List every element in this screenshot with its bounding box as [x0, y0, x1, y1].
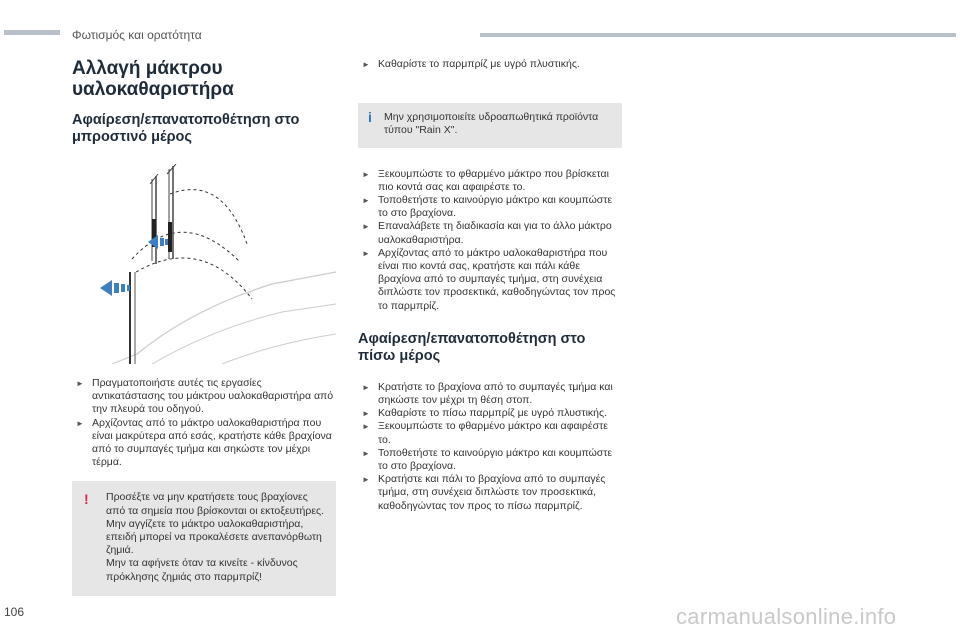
- list-item-text: Ξεκουμπώστε το φθαρμένο μάκτρο που βρίσκεται πιο κοντά σας και αφαιρέστε το.: [378, 167, 609, 193]
- page-title: Αλλαγή μάκτρου υαλοκαθαριστήρα: [72, 58, 234, 100]
- front-heading: Αφαίρεση/επανατοποθέτηση στο μπροστινό μέρος: [72, 112, 300, 145]
- list-item-text: Αρχίζοντας από το μάκτρο υαλοκαθαριστήρα που είναι μακρύτερα από εσάς, κρατήστε κάθε βραχίονα από το συμπαγές τμήμα και σηκώστε τον μέχρι τέρμα.: [92, 416, 332, 469]
- exclamation-icon: !: [84, 491, 89, 508]
- replace-bullet-list: [358, 168, 622, 313]
- arrow-bullet-icon: ►: [362, 60, 370, 69]
- arrow-bullet-icon: ►: [76, 418, 84, 428]
- list-item: [358, 473, 622, 513]
- arrow-bullet-icon: ►: [362, 448, 370, 458]
- list-item-text: Κρατήστε και πάλι το βραχίονα από το συμπαγές τμήμα, στη συνέχεια διπλώστε τον προσεκτικά, καθοδηγώντας τον προς το πίσω παρμπρίζ.: [378, 473, 606, 512]
- info-box: [358, 103, 622, 147]
- warning-line: Μην αγγίζετε το μάκτρο υαλοκαθαριστήρα, επειδή μπορεί να προκαλέσετε ανεπανόρθωτη ζημιά.: [106, 517, 322, 557]
- wiper-illustration: [72, 164, 336, 364]
- arrow-bullet-icon: ►: [362, 475, 370, 485]
- rear-heading: Αφαίρεση/επανατοποθέτηση στο πίσω μέρος: [358, 330, 586, 364]
- list-item-text: Κρατήστε το βραχίονα από το συμπαγές τμήμα και σηκώστε τον μέχρι τη θέση στοπ.: [378, 380, 613, 407]
- list-item: [358, 381, 622, 407]
- warning-line: Μην τα αφήνετε όταν τα κινείτε - κίνδυνος πρόκλησης ζημιάς στο παρμπρίζ!: [106, 557, 298, 583]
- arrow-bullet-icon: ►: [362, 222, 370, 232]
- list-item: [358, 247, 622, 313]
- rear-bullet-list: [358, 381, 622, 513]
- list-item: [72, 417, 336, 470]
- list-item-text: Καθαρίστε το πίσω παρμπρίζ με υγρό πλυστικής.: [378, 407, 607, 420]
- arrow-bullet-icon: ►: [362, 422, 370, 432]
- list-item-text: Τοποθετήστε το καινούργιο μάκτρο και κουμπώστε το στο βραχίονα.: [378, 446, 613, 473]
- arrow-bullet-icon: ►: [362, 409, 370, 419]
- list-item: [358, 194, 622, 220]
- arrow-bullet-icon: ►: [76, 379, 84, 388]
- header-rule-right: [480, 33, 956, 37]
- info-icon: i: [368, 109, 372, 126]
- list-item: [358, 447, 622, 473]
- list-item-text: Αρχίζοντας από το μάκτρο υαλοκαθαριστήρα που είναι πιο κοντά σας, κρατήστε και πάλι κάθε βραχίονα από το συμπαγές τμήμα, στη συνέχεια διπλώστε τον προσεκτικά, καθοδηγώντας τον προς το παρμπρίζ.: [378, 246, 616, 312]
- arrow-bullet-icon: ►: [362, 196, 370, 206]
- list-item: [358, 58, 622, 71]
- right-column: [358, 58, 622, 513]
- list-item-text: Πραγματοποιήστε αυτές τις εργασίες αντικατάστασης του μάκτρου υαλοκαθαριστήρα από την πλευρά του οδηγού.: [92, 377, 334, 416]
- list-item: [358, 420, 622, 446]
- header-rule-left: [4, 30, 60, 35]
- arrow-bullet-icon: ►: [362, 169, 370, 179]
- left-column: [72, 58, 336, 596]
- list-item: [358, 168, 622, 194]
- list-item: [358, 407, 622, 420]
- list-item: [358, 220, 622, 246]
- info-text: Μην χρησιμοποιείτε υδροαπωθητικά προϊόντα τύπου "Rain X".: [384, 111, 599, 137]
- list-item-text: Ξεκουμπώστε το φθαρμένο μάκτρο και αφαιρέστε το.: [378, 420, 608, 446]
- warning-line: Προσέξτε να μην κρατήσετε τους βραχίονες από τα σημεία που βρίσκονται οι εκτοξευτήρες.: [106, 491, 324, 517]
- list-item-text: Επαναλάβετε τη διαδικασία και για το άλλο μάκτρο υαλοκαθαριστήρα.: [378, 220, 612, 246]
- front-bullet-list: [72, 377, 336, 469]
- section-title: Φωτισμός και ορατότητα: [72, 28, 202, 42]
- list-item: [72, 377, 336, 417]
- watermark: carmanualsonline.info: [676, 604, 897, 629]
- page-number: 106: [4, 605, 25, 619]
- list-item-text: Καθαρίστε το παρμπρίζ με υγρό πλυστικής.: [378, 58, 580, 70]
- arrow-bullet-icon: ►: [362, 382, 370, 392]
- clean-bullet-list: [358, 58, 622, 71]
- warning-box: [72, 481, 336, 595]
- arrow-bullet-icon: ►: [362, 248, 370, 258]
- list-item-text: Τοποθετήστε το καινούργιο μάκτρο και κουμπώστε το στο βραχίονα.: [378, 194, 613, 220]
